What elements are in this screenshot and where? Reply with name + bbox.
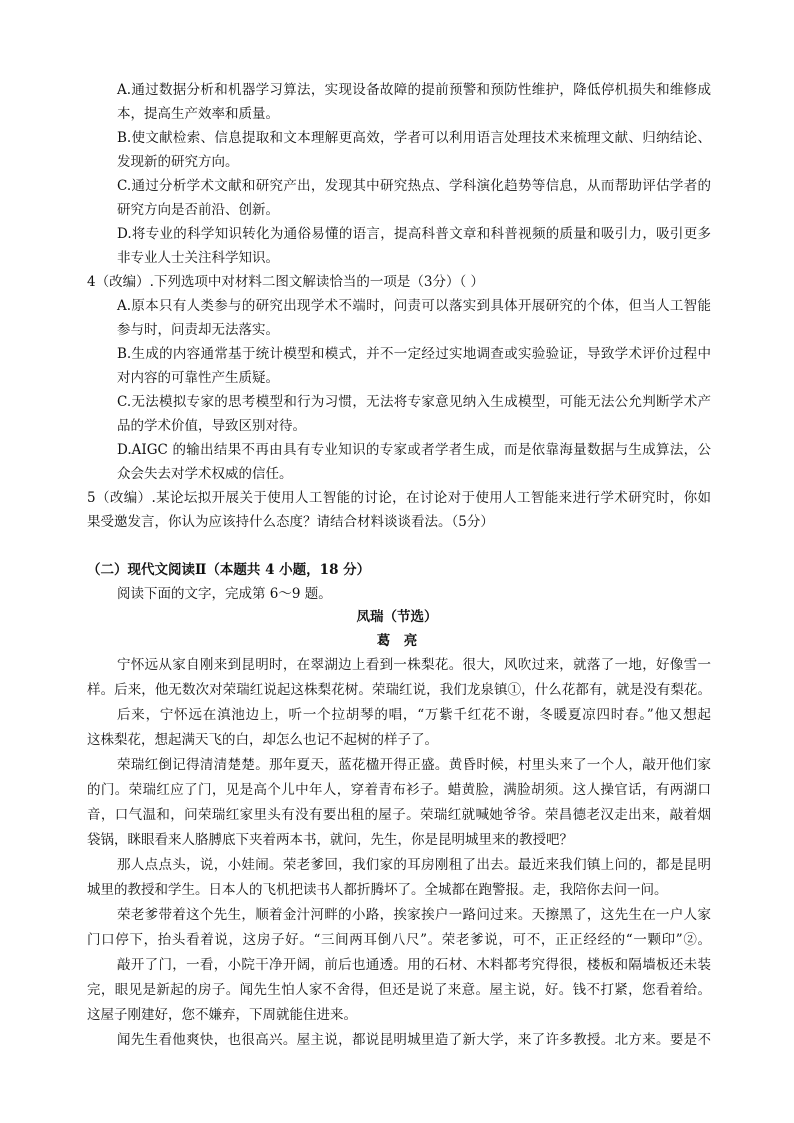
story-line: 的门。荣瑞红应了门，见是高个儿中年人，穿着青布衫子。蜡黄脸，满脸胡须。这人操官话，有两湖口 (87, 782, 711, 798)
story-line: 那人点点头，说，小娃闹。荣老爹回，我们家的耳房刚租了出去。最近来我们镇上问的，都是昆明 (117, 857, 711, 873)
q4-option-b-line-1: B.生成的内容通常基于统计模型和模式，并不一定经过实地调查或实验验证，导致学术评价过程中 (117, 346, 711, 362)
story-line: 门口停下，抬头看着说，这房子好。“三间两耳倒八尺”。荣老爹说，可不，正正经经的“一颗印”②。 (87, 932, 711, 948)
question-4-stem: 4（改编）.下列选项中对材料二图文解读恰当的一项是（3分）（ ） (87, 274, 485, 290)
story-line: 后来，宁怀远在滇池边上，听一个拉胡琴的唱，“万紫千红花不谢，冬暖夏凉四时春。”他又想起 (117, 707, 711, 723)
story-title: 凤瑞（节选） (356, 609, 438, 625)
q4-option-d-line-2: 众会失去对学术权威的信任。 (117, 466, 293, 482)
story-author: 葛 亮 (376, 633, 418, 649)
q4-option-c-line-1: C.无法模拟专家的思考模型和行为习惯，无法将专家意见纳入生成模型，可能无法公允判断学术产 (117, 394, 711, 410)
story-line: 闻先生看他爽快，也很高兴。屋主说，都说昆明城里造了新大学，来了许多教授。北方来。要是不 (117, 1032, 711, 1048)
option-c-line-2: 研究方向是否前沿、创新。 (117, 202, 279, 218)
story-line: 荣瑞红倒记得清清楚楚。那年夏天，蓝花楹开得正盛。黄昏时候，村里头来了一个人，敲开他们家 (117, 757, 711, 773)
section-2-instruction: 阅读下面的文字，完成第 6～9 题。 (117, 586, 332, 602)
story-line: 样。后来，他无数次对荣瑞红说起这株梨花树。荣瑞红说，我们龙泉镇①，什么花都有，就是没有梨花。 (87, 682, 711, 698)
option-b-line-2: 发现新的研究方向。 (117, 154, 239, 170)
story-line: 袋锅，眯眼看来人胳膊底下夹着两本书，就问，先生，你是昆明城里来的教授吧？ (87, 832, 573, 848)
option-b-line-1: B.使文献检索、信息提取和文本理解更高效，学者可以利用语言处理技术来梳理文献、归纳结论、 (117, 130, 711, 146)
q4-option-d-line-1: D.AIGC 的输出结果不再由具有专业知识的专家或者学者生成，而是依靠海量数据与生成算法，公 (117, 442, 711, 458)
option-a-line-1: A.通过数据分析和机器学习算法，实现设备故障的提前预警和预防性维护，降低停机损失和维修成 (117, 82, 711, 98)
story-line: 宁怀远从家自刚来到昆明时，在翠湖边上看到一株梨花。很大，风吹过来，就落了一地，好像雪一 (117, 657, 711, 673)
option-d-line-1: D.将专业的科学知识转化为通俗易懂的语言，提高科普文章和科普视频的质量和吸引力，吸引更多 (117, 226, 711, 242)
q4-option-a-line-2: 参与时，问责却无法落实。 (117, 322, 279, 338)
story-line: 音，口气温和，问荣瑞红家里头有没有要出租的屋子。荣瑞红就喊她爷爷。荣昌德老汉走出来，敲着烟 (87, 807, 711, 823)
section-2-heading: （二）现代文阅读Ⅱ（本题共 4 小题，18 分） (87, 562, 371, 578)
question-5-line-2: 果受邀发言，你认为应该持什么态度？请结合材料谈谈看法。（5分） (87, 514, 494, 530)
option-d-line-2: 非专业人士关注科学知识。 (117, 250, 279, 266)
option-a-line-2: 本，提高生产效率和质量。 (117, 106, 279, 122)
story-line: 荣老爹带着这个先生，顺着金汁河畔的小路，挨家挨户一路问过来。天擦黑了，这先生在一户人家 (117, 907, 711, 923)
q4-option-c-line-2: 品的学术价值，导致区别对待。 (117, 418, 306, 434)
option-c-line-1: C.通过分析学术文献和研究产出，发现其中研究热点、学科演化趋势等信息，从而帮助评估学者的 (117, 178, 711, 194)
story-line: 这株梨花，想起满天飞的白，却怎么也记不起树的样子了。 (87, 732, 438, 748)
q4-option-a-line-1: A.原本只有人类参与的研究出现学术不端时，问责可以落实到具体开展研究的个体，但当人工智能 (117, 298, 711, 314)
q4-option-b-line-2: 对内容的可靠性产生质疑。 (117, 370, 279, 386)
story-line: 这屋子刚建好，您不嫌弃，下周就能住进来。 (87, 1007, 357, 1023)
story-line: 敲开了门，一看，小院干净开阔，前后也通透。用的石材、木料都考究得很，楼板和隔墙板还未装 (117, 957, 711, 973)
story-line: 城里的教授和学生。日本人的飞机把读书人都折腾坏了。全城都在跑警报。走，我陪你去问一问。 (87, 882, 668, 898)
story-line: 完，眼见是新起的房子。闻先生怕人家不舍得，但还是说了来意。屋主说，好。钱不打紧，您看着给。 (87, 982, 711, 998)
question-5-line-1: 5（改编）.某论坛拟开展关于使用人工智能的讨论，在讨论对于使用人工智能来进行学术研究时，你如 (87, 490, 711, 506)
